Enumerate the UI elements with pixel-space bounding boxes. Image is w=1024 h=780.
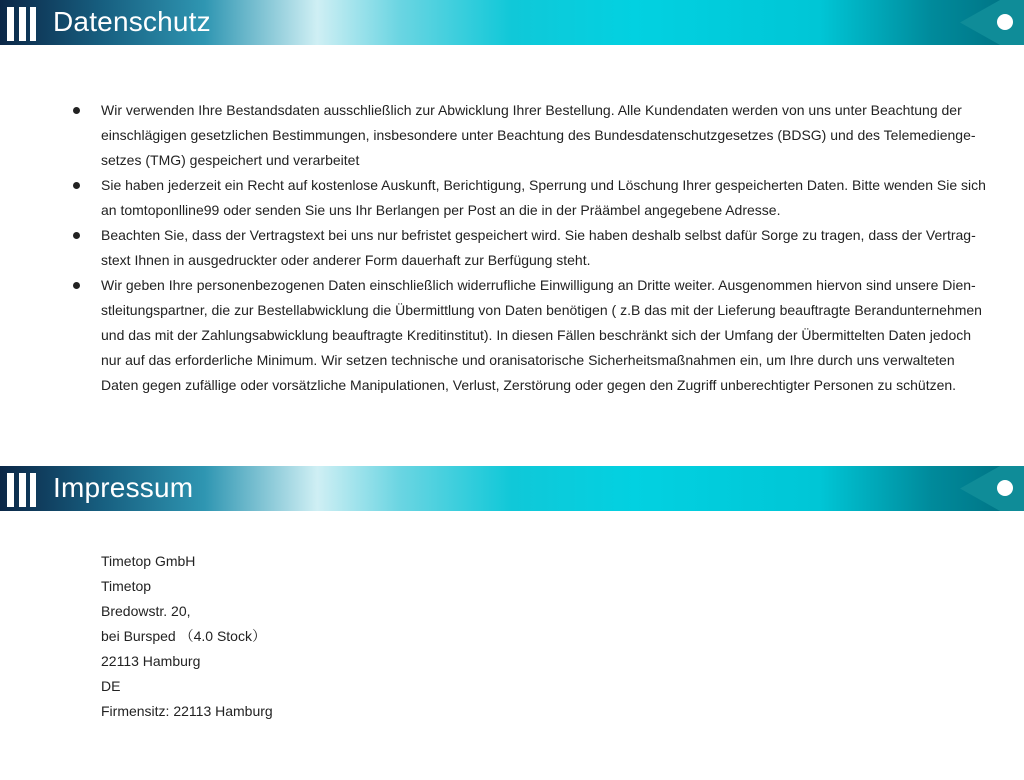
- privacy-text-line: stext Ihnen in ausgedruckter oder anderer Form dauerhaft zur Berfügung steht.: [101, 252, 591, 268]
- bullet-icon: [73, 107, 80, 114]
- three-bars-logo-icon: [7, 473, 37, 507]
- privacy-header-banner: [0, 0, 1024, 45]
- privacy-text-line: nur auf das erforderliche Minimum. Wir setzen technische und oranisatorische Sicherheitsmaßnahmen ein, um Ihre durch uns verwalteten: [101, 352, 955, 368]
- privacy-text-line: setzes (TMG) gespeichert und verarbeitet: [101, 152, 360, 168]
- imprint-street: Bredowstr. 20,: [101, 603, 191, 619]
- privacy-text-line: Wir verwenden Ihre Bestandsdaten ausschließlich zur Abwicklung Ihrer Bestellung. Alle Kundendaten werden von uns unter Beachtung der: [101, 102, 962, 118]
- imprint-header-banner: [0, 466, 1024, 511]
- imprint-care-of: bei Bursped （4.0 Stock）: [101, 628, 266, 644]
- privacy-text-line: Sie haben jederzeit ein Recht auf kostenlose Auskunft, Berichtigung, Sperrung und Löschung Ihrer gespeicherten Daten. Bitte wenden Sie sich: [101, 177, 986, 193]
- logo-bar: [7, 7, 14, 41]
- imprint-country: DE: [101, 678, 121, 694]
- privacy-text-line: Daten gegen zufällige oder vorsätzliche Manipulationen, Verlust, Zerstörung oder gegen den Zugriff unberechtigter Personen zu schützen.: [101, 377, 957, 393]
- bullet-icon: [73, 282, 80, 289]
- arrow-circle-badge-icon: [960, 0, 1024, 45]
- privacy-text-line: stleitungspartner, die zur Bestellabwicklung die Übermittlung von Daten benötigen ( z.B das mit der Lieferung beauftragte Berandunternehmen: [101, 302, 982, 318]
- logo-bar: [19, 7, 26, 41]
- bullet-icon: [73, 182, 80, 189]
- privacy-text-line: an tomtoponlline99 oder senden Sie uns Ihr Berlangen per Post an die in der Präämbel angegebene Adresse.: [101, 202, 781, 218]
- privacy-section-title: Datenschutz: [53, 6, 211, 37]
- logo-bar: [30, 473, 36, 507]
- arrow-circle-badge-icon: [960, 466, 1024, 511]
- privacy-text-line: und das mit der Zahlungsabwicklung beauftragte Kreditinstitut). In diesen Fällen beschränkt sich der Umfang der Übermittelten Daten jedoch: [101, 327, 972, 343]
- privacy-text-line: Beachten Sie, dass der Vertragstext bei uns nur befristet gespeichert wird. Sie haben deshalb selbst dafür Sorge zu tragen, dass der Vertrag-: [101, 227, 976, 243]
- imprint-postal-city: 22113 Hamburg: [101, 653, 201, 669]
- logo-bar: [30, 7, 36, 41]
- imprint-company-name: Timetop GmbH: [101, 553, 196, 569]
- privacy-text-line: Wir geben Ihre personenbezogenen Daten einschließlich widerrufliche Einwilligung an Dritte weiter. Ausgenommen hiervon sind unsere Dien-: [101, 277, 976, 293]
- three-bars-logo-icon: [7, 7, 37, 41]
- imprint-registered-office: Firmensitz: 22113 Hamburg: [101, 703, 273, 719]
- bullet-icon: [73, 232, 80, 239]
- logo-bar: [7, 473, 14, 507]
- privacy-text-line: einschlägigen gesetzlichen Bestimmungen, insbesondere unter Beachtung des Bundesdatenschutzgesetzes (BDSG) und des Telemedienge-: [101, 127, 976, 143]
- logo-bar: [19, 473, 26, 507]
- imprint-section-title: Impressum: [53, 472, 194, 503]
- imprint-brand-name: Timetop: [101, 578, 152, 594]
